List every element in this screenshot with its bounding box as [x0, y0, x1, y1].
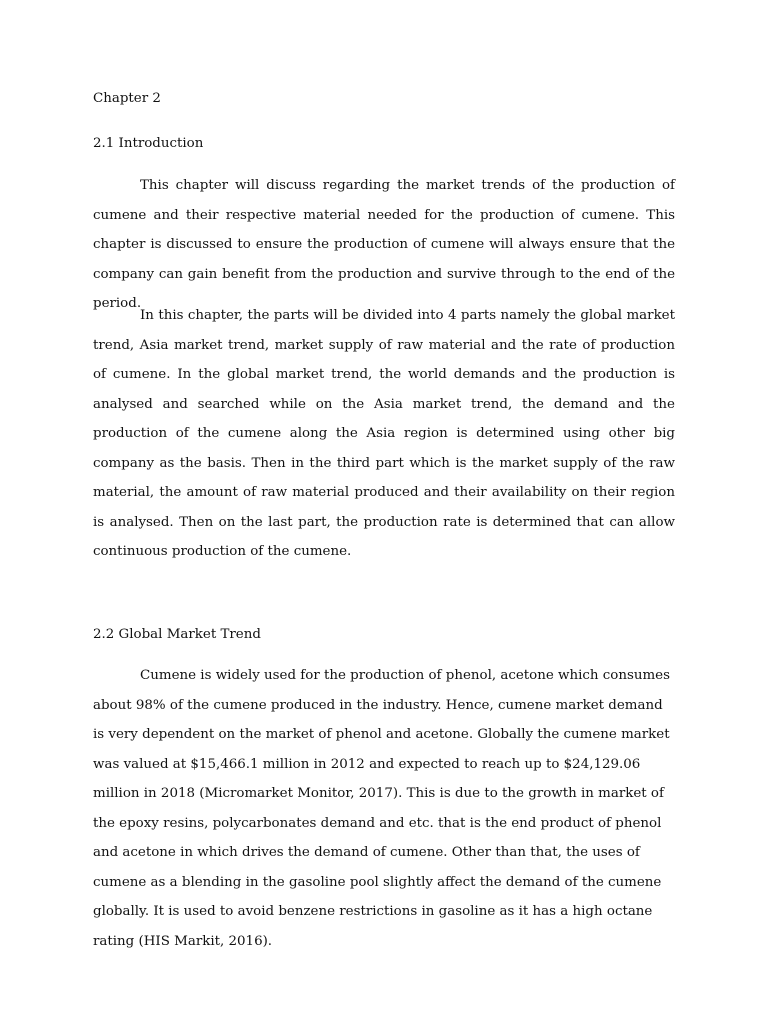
section-heading-introduction: 2.1 Introduction — [93, 136, 204, 151]
intro-paragraph-1: This chapter will discuss regarding the market trends of the production of cumene and their respective material needed for the production of cumene. This chapter is discussed to ensure the production of cumene will always ensure that the company can gain benefit from the production and survive through to the end of the period. — [93, 178, 675, 311]
section-heading-global-market-trend: 2.2 Global Market Trend — [93, 627, 261, 642]
intro-paragraph-2: In this chapter, the parts will be divided into 4 parts namely the global market trend, Asia market trend, market supply of raw material and the rate of production of cumene. In the global market trend, the world demands and the production is analysed and searched while on the Asia market trend, the demand and the production of the cumene along the Asia region is determined using other big company as the basis. Then in the third part which is the market supply of the raw material, the amount of raw material produced and their availability on their region is analysed. Then on the last part, the production rate is determined that can allow continuous production of the cumene. — [93, 308, 675, 559]
chapter-title: Chapter 2 — [93, 91, 161, 106]
global-market-paragraph-1: Cumene is widely used for the production of phenol, acetone which consumes about 98% of the cumene produced in the industry. Hence, cumene market demand is very dependent on the market of phenol and acetone. Globally the cumene market was valued at $15,466.1 million in 2012 and expected to reach up to $24,129.06 million in 2018 (Micromarket Monitor, 2017). This is due to the growth in market of the epoxy resins, polycarbonates demand and etc. that is the end product of phenol and acetone in which drives the demand of cumene. Other than that, the uses of cumene as a blending in the gasoline pool slightly affect the demand of the cumene globally. It is used to avoid benzene restrictions in gasoline as it has a high octane rating (HIS Markit, 2016). — [93, 668, 670, 949]
